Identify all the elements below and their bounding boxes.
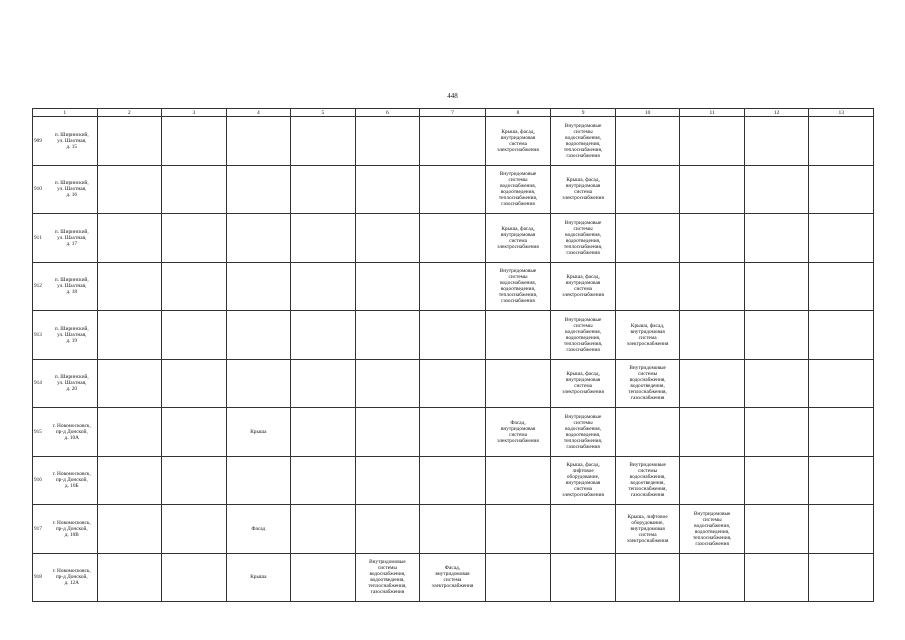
work-cell xyxy=(97,408,162,457)
work-cell xyxy=(162,165,227,214)
column-number-cell: 5 xyxy=(291,109,356,117)
work-cell: Внутридомовые системы водоснабжения, водоотведения, теплоснабжения, газоснабжения xyxy=(615,359,680,408)
work-cell xyxy=(809,408,874,457)
work-cell xyxy=(615,165,680,214)
table-row xyxy=(33,214,874,263)
work-cell: Внутридомовые системы водоснабжения, водоотведения, теплоснабжения, газоснабжения xyxy=(485,165,551,214)
work-cell xyxy=(226,165,291,214)
work-cell xyxy=(291,262,356,311)
work-cell xyxy=(420,359,486,408)
work-cell xyxy=(680,456,745,505)
table-row xyxy=(33,456,874,505)
address-text: г. Новомосковск, пр-д Донской, д. 10В xyxy=(52,519,91,538)
address-cell xyxy=(33,117,98,166)
column-number-cell: 1 xyxy=(33,109,98,117)
work-cell: Крыша, фасад, внутридомовая система электроснабжения xyxy=(551,165,616,214)
address-cell xyxy=(33,553,98,602)
work-cell xyxy=(744,408,809,457)
work-cell: Крыша, фасад, внутридомовая система электроснабжения xyxy=(615,311,680,360)
work-cell: Крыша, лифтовое оборудование, внутридомовая система электроснабжения xyxy=(615,505,680,554)
address-cell xyxy=(33,408,98,457)
work-cell xyxy=(551,553,616,602)
work-cell xyxy=(97,456,162,505)
work-cell xyxy=(809,359,874,408)
work-cell xyxy=(162,456,227,505)
work-cell xyxy=(485,553,551,602)
work-cell xyxy=(226,359,291,408)
column-number-cell: 2 xyxy=(97,109,162,117)
work-cell xyxy=(615,214,680,263)
work-cell: Фасад, внутридомовая система электроснабжения xyxy=(420,553,486,602)
work-cell xyxy=(226,117,291,166)
work-cell xyxy=(615,553,680,602)
work-cell xyxy=(355,165,420,214)
column-number-cell: 4 xyxy=(226,109,291,117)
row-number-text: 914 xyxy=(34,380,42,387)
work-cell xyxy=(809,262,874,311)
work-cell xyxy=(420,214,486,263)
work-cell xyxy=(420,408,486,457)
work-cell xyxy=(291,553,356,602)
work-cell xyxy=(809,505,874,554)
row-number-text: 912 xyxy=(34,283,42,290)
work-cell xyxy=(485,359,551,408)
work-cell: Внутридомовые системы водоснабжения, водоотведения, теплоснабжения, газоснабжения xyxy=(355,553,420,602)
work-cell xyxy=(162,214,227,263)
row-number-text: 913 xyxy=(34,331,42,338)
address-text: п. Ширинский, ул. Шахтная, д. 17 xyxy=(54,228,89,247)
table-row xyxy=(33,553,874,602)
address-text: г. Новомосковск, пр-д Донской, д. 12А xyxy=(52,568,91,587)
work-cell xyxy=(680,214,745,263)
work-cell xyxy=(162,553,227,602)
column-number-cell: 13 xyxy=(809,109,874,117)
work-cell: Крыша, фасад, внутридомовая система электроснабжения xyxy=(485,214,551,263)
work-cell xyxy=(291,311,356,360)
work-cell xyxy=(97,505,162,554)
work-cell xyxy=(291,117,356,166)
work-cell xyxy=(615,408,680,457)
address-cell xyxy=(33,311,98,360)
work-cell xyxy=(809,311,874,360)
work-cell xyxy=(485,311,551,360)
work-cell xyxy=(97,214,162,263)
address-cell xyxy=(33,505,98,554)
address-text: г. Новомосковск, пр-д Донской, д. 10Б xyxy=(52,471,91,490)
work-cell xyxy=(226,262,291,311)
column-number-cell: 6 xyxy=(355,109,420,117)
work-cell xyxy=(291,456,356,505)
work-cell xyxy=(355,214,420,263)
work-cell: Фасад xyxy=(226,505,291,554)
work-cell xyxy=(162,505,227,554)
work-cell xyxy=(291,408,356,457)
work-cell xyxy=(680,165,745,214)
work-cell xyxy=(355,408,420,457)
work-cell: Фасад, внутридомовая система электроснабжения xyxy=(485,408,551,457)
row-number-text: 911 xyxy=(34,234,42,241)
work-cell xyxy=(420,311,486,360)
address-text: г. Новомосковск, пр-д Донской, д. 10А xyxy=(52,422,91,441)
work-cell xyxy=(809,553,874,602)
work-cell xyxy=(680,408,745,457)
work-cell xyxy=(420,165,486,214)
table-row xyxy=(33,408,874,457)
work-cell xyxy=(355,456,420,505)
work-cell xyxy=(809,214,874,263)
work-cell: Крыша xyxy=(226,408,291,457)
work-cell: Внутридомовые системы водоснабжения, водоотведения, теплоснабжения, газоснабжения xyxy=(551,117,616,166)
work-cell xyxy=(744,165,809,214)
work-cell xyxy=(226,456,291,505)
work-schedule-table xyxy=(32,108,874,602)
work-cell xyxy=(420,117,486,166)
row-number-text: 910 xyxy=(34,186,42,193)
work-cell: Внутридомовые системы водоснабжения, водоотведения, теплоснабжения, газоснабжения xyxy=(680,505,745,554)
table-row xyxy=(33,311,874,360)
work-cell xyxy=(420,262,486,311)
work-cell xyxy=(615,262,680,311)
work-cell xyxy=(420,456,486,505)
table-row xyxy=(33,262,874,311)
work-cell xyxy=(97,311,162,360)
work-cell xyxy=(809,456,874,505)
work-cell xyxy=(162,311,227,360)
work-cell xyxy=(97,165,162,214)
work-cell xyxy=(97,359,162,408)
work-cell: Крыша, фасад, лифтовое оборудование, внутридомовая система электроснабжения xyxy=(551,456,616,505)
work-cell xyxy=(680,311,745,360)
work-cell xyxy=(291,505,356,554)
work-cell xyxy=(744,456,809,505)
address-cell xyxy=(33,456,98,505)
work-cell xyxy=(680,553,745,602)
work-cell xyxy=(97,262,162,311)
work-cell xyxy=(355,262,420,311)
work-cell xyxy=(355,505,420,554)
address-cell xyxy=(33,359,98,408)
work-cell xyxy=(485,456,551,505)
column-number-cell: 7 xyxy=(420,109,486,117)
row-number-text: 918 xyxy=(34,574,42,581)
address-text: п. Ширинский, ул. Шахтная, д. 16 xyxy=(54,180,89,199)
work-cell xyxy=(615,117,680,166)
row-number-text: 909 xyxy=(34,137,42,144)
work-cell xyxy=(97,553,162,602)
column-number-cell: 9 xyxy=(551,109,616,117)
work-cell xyxy=(162,359,227,408)
table-row xyxy=(33,165,874,214)
work-cell xyxy=(744,117,809,166)
column-number-cell: 3 xyxy=(162,109,227,117)
table-row xyxy=(33,117,874,166)
address-cell xyxy=(33,165,98,214)
work-cell xyxy=(291,165,356,214)
work-cell: Крыша, фасад, внутридомовая система электроснабжения xyxy=(551,262,616,311)
work-cell xyxy=(162,117,227,166)
address-text: п. Ширинский, ул. Шахтная, д. 18 xyxy=(54,277,89,296)
column-number-cell: 11 xyxy=(680,109,745,117)
work-cell xyxy=(680,359,745,408)
row-number-text: 915 xyxy=(34,428,42,435)
work-cell xyxy=(291,214,356,263)
work-cell xyxy=(809,165,874,214)
work-cell: Внутридомовые системы водоснабжения, водоотведения, теплоснабжения, газоснабжения xyxy=(551,408,616,457)
work-cell xyxy=(355,359,420,408)
work-cell xyxy=(809,117,874,166)
address-text: п. Ширинский, ул. Шахтная, д. 20 xyxy=(54,374,89,393)
column-number-row xyxy=(33,109,874,117)
table-row xyxy=(33,505,874,554)
work-cell: Внутридомовые системы водоснабжения, водоотведения, теплоснабжения, газоснабжения xyxy=(551,311,616,360)
work-cell xyxy=(97,117,162,166)
address-text: п. Ширинский, ул. Шахтная, д. 15 xyxy=(54,131,89,150)
work-cell xyxy=(355,311,420,360)
address-cell xyxy=(33,214,98,263)
work-cell xyxy=(420,505,486,554)
page-number: 448 xyxy=(447,92,458,100)
work-cell xyxy=(744,359,809,408)
work-cell: Внутридомовые системы водоснабжения, водоотведения, теплоснабжения, газоснабжения xyxy=(551,214,616,263)
work-cell: Внутридомовые системы водоснабжения, водоотведения, теплоснабжения, газоснабжения xyxy=(615,456,680,505)
work-cell xyxy=(226,214,291,263)
work-cell xyxy=(744,553,809,602)
work-cell xyxy=(162,262,227,311)
column-number-cell: 8 xyxy=(485,109,551,117)
row-number-text: 917 xyxy=(34,525,42,532)
work-cell xyxy=(226,311,291,360)
work-cell xyxy=(485,505,551,554)
work-cell xyxy=(744,505,809,554)
work-cell: Крыша, фасад, внутридомовая система электроснабжения xyxy=(551,359,616,408)
work-cell xyxy=(680,117,745,166)
work-cell: Крыша, фасад, внутридомовая система электроснабжения xyxy=(485,117,551,166)
column-number-cell: 12 xyxy=(744,109,809,117)
work-cell: Внутридомовые системы водоснабжения, водоотведения, теплоснабжения, газоснабжения xyxy=(485,262,551,311)
work-cell: Крыша xyxy=(226,553,291,602)
row-number-text: 916 xyxy=(34,477,42,484)
table-row xyxy=(33,359,874,408)
work-cell xyxy=(291,359,356,408)
work-cell xyxy=(355,117,420,166)
address-cell xyxy=(33,262,98,311)
work-cell xyxy=(162,408,227,457)
work-cell xyxy=(551,505,616,554)
work-cell xyxy=(744,262,809,311)
work-cell xyxy=(680,262,745,311)
address-text: п. Ширинский, ул. Шахтная, д. 19 xyxy=(54,325,89,344)
work-cell xyxy=(744,214,809,263)
column-number-cell: 10 xyxy=(615,109,680,117)
work-cell xyxy=(744,311,809,360)
